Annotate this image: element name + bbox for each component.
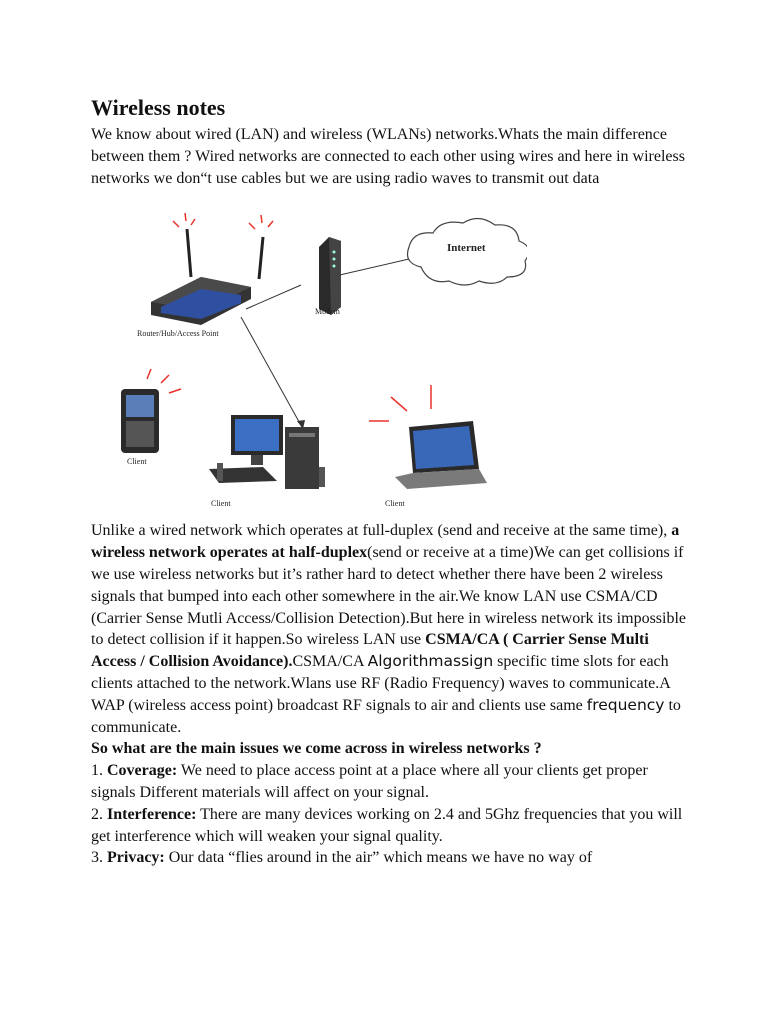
issue-item-interference — [91, 804, 691, 848]
half-duplex-paragraph — [91, 520, 691, 738]
intro-paragraph: We know about wired (LAN) and wireless (WLANs) networks.Whats the main difference between them ? Wired networks are connected to each other using wires and here in wireless networks we don“t use cables but we are using radio waves to transmit out data — [91, 126, 685, 187]
issue-term: Interference: — [107, 805, 197, 823]
csma-ca-bold: CSMA/CA ( Carrier Sense Multi Access / Collision Avoidance). — [91, 631, 649, 671]
document-page — [91, 94, 691, 869]
router-icon — [151, 229, 263, 325]
router-desktop-cable — [241, 317, 303, 429]
issue-item-privacy — [91, 847, 691, 869]
client-desktop-label: Client — [211, 499, 231, 509]
half-duplex-bold: a wireless network operates at half-duplex — [91, 522, 680, 562]
modem-internet-cable — [331, 259, 409, 277]
desktop-computer-icon — [209, 415, 325, 489]
issue-item-coverage — [91, 760, 691, 804]
mobile-phone-icon — [121, 389, 159, 453]
laptop-icon — [395, 421, 487, 489]
issue-number: 2. — [91, 805, 107, 823]
document-title: Wireless notes — [91, 95, 226, 120]
router-signal-icon — [173, 213, 273, 229]
router-modem-cable — [246, 285, 301, 309]
issue-number: 3. — [91, 849, 107, 867]
modem-label: Modem — [315, 307, 340, 317]
issue-text: Our data “flies around in the air” which means we have no way of — [164, 849, 593, 867]
algorithm-term: Algorithmassign — [367, 652, 494, 671]
client-phone-label: Client — [127, 457, 147, 467]
frequency-term: frequency — [586, 695, 665, 714]
internet-label: Internet — [447, 242, 486, 255]
body-text-3: CSMA/CA — [292, 653, 368, 671]
client-laptop-label: Client — [385, 499, 405, 509]
issue-text: We need to place access point at a place where all your clients get proper signals Different materials will affect on your signal. — [91, 762, 648, 801]
body-text-4: specific time slots for each clients attached to the network.Wlans use RF (Radio Frequency) waves to communicate.A WAP (wireless access point) broadcast RF signals to air and clients use same — [91, 653, 670, 714]
issue-number: 1. — [91, 762, 107, 780]
body-text-1: Unlike a wired network which operates at full-duplex (send and receive at the same time), — [91, 522, 672, 540]
laptop-signal-icon — [369, 385, 431, 421]
issue-term: Coverage: — [107, 762, 178, 780]
issue-term: Privacy: — [107, 849, 165, 867]
router-label: Router/Hub/Access Point — [137, 329, 219, 339]
issues-heading-text: So what are the main issues we come across in wireless networks ? — [91, 740, 542, 758]
body-text-2: (send or receive at a time)We can get collisions if we use wireless networks but it’s rather hard to detect whether there have been 2 wireless signals that bumped into each other somewhere in the air.We know LAN use CSMA/CD (Carrier Sense Mutli Access/Collision Detection).But here in wireless network its impossible to detect collision if it happen.So wireless LAN use — [91, 544, 687, 649]
issue-text: There are many devices working on 2.4 and 5Ghz frequencies that you will get interference which will weaken your signal quality. — [91, 805, 683, 845]
network-diagram — [91, 207, 527, 512]
modem-icon — [319, 237, 341, 315]
body-text-5: to communicate. — [91, 696, 681, 736]
issues-heading — [91, 738, 691, 760]
